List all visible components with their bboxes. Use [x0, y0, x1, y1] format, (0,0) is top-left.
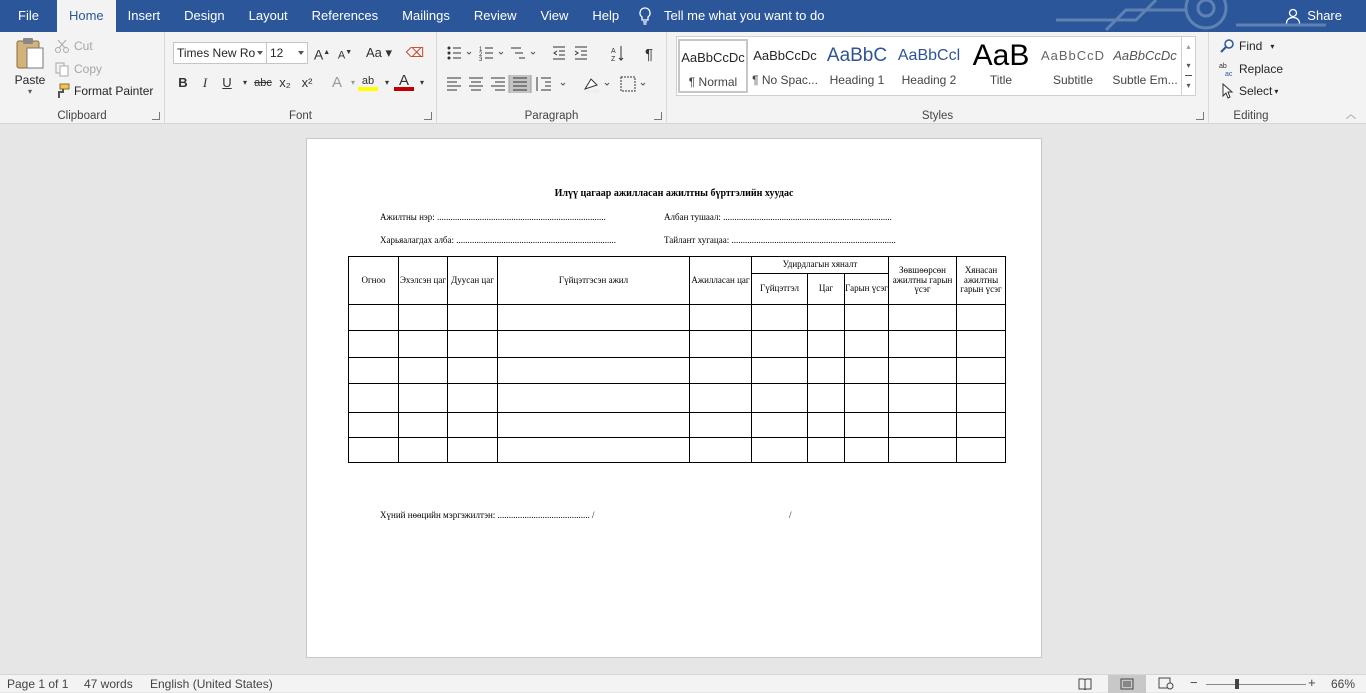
zoom-slider-track[interactable]	[1206, 684, 1306, 685]
status-bar	[0, 674, 1366, 692]
font-launcher-icon[interactable]	[424, 112, 432, 120]
style-heading-2[interactable]	[894, 39, 964, 93]
ribbon	[0, 32, 1366, 124]
cut-label: Cut	[74, 39, 93, 53]
text-effects-icon[interactable]: A	[331, 74, 342, 91]
tab-insert[interactable]: Insert	[127, 8, 161, 23]
pilcrow-icon: ¶	[645, 46, 654, 62]
table-row[interactable]	[349, 438, 1006, 463]
language-indicator[interactable]: English (United States)	[150, 677, 273, 691]
paste-button[interactable]	[10, 36, 50, 102]
background-pattern	[806, 0, 1326, 32]
header-performance: Гүйцэтгэл	[752, 274, 808, 305]
paragraph-group-label: Paragraph	[524, 110, 579, 122]
svg-text:3: 3	[479, 57, 483, 62]
svg-text:ac: ac	[1225, 71, 1233, 77]
change-case-button[interactable]: Aa ▾	[365, 45, 393, 60]
svg-text:A: A	[611, 48, 616, 55]
tab-file[interactable]: File	[18, 8, 39, 23]
department-field: Харьяалагдах алба: .......................................................................	[380, 235, 617, 245]
styles-launcher-icon[interactable]	[1196, 112, 1204, 120]
paragraph-row2-icons	[445, 75, 665, 93]
clear-formatting-icon[interactable]: ⌫	[405, 45, 425, 60]
styles-group-label: Styles	[921, 110, 954, 122]
style-name: Subtitle	[1052, 73, 1094, 87]
chevron-down-icon[interactable]: ▾	[384, 78, 389, 87]
style-name: Heading 2	[901, 73, 957, 87]
align-right-icon	[491, 78, 505, 90]
increase-indent-icon	[575, 47, 587, 59]
grow-font-icon: A	[313, 46, 324, 63]
copy-button[interactable]	[54, 61, 102, 77]
tab-design[interactable]: Design	[184, 8, 225, 23]
header-hours: Цаг	[808, 274, 845, 305]
document-workspace	[0, 125, 1366, 674]
font-size-box[interactable]	[266, 42, 308, 64]
style-preview: AaBbCcDc	[753, 48, 817, 63]
tab-layout[interactable]: Layout	[248, 8, 288, 23]
tab-home[interactable]: Home	[57, 0, 116, 32]
tab-view[interactable]: View	[540, 8, 569, 23]
style-name: Subtle Em...	[1112, 73, 1178, 87]
cursor-icon	[1219, 83, 1235, 99]
zoom-in-button[interactable]: +	[1308, 675, 1316, 690]
page-count[interactable]: Page 1 of 1	[7, 677, 69, 691]
print-layout-icon	[1120, 678, 1134, 690]
read-mode-icon[interactable]	[1078, 677, 1092, 690]
style-preview: AaBbCcDc	[681, 50, 745, 65]
replace-icon	[1219, 61, 1235, 77]
change-case-icon: Aa	[365, 45, 382, 60]
header-date: Огноо	[349, 257, 399, 305]
multilevel-list-icon	[511, 48, 525, 58]
font-name-box[interactable]	[173, 42, 267, 64]
svg-text:1: 1	[479, 47, 483, 53]
collapse-ribbon-icon[interactable]: ︿	[1346, 110, 1356, 121]
font-color-icon[interactable]: A	[394, 71, 414, 91]
subscript-button[interactable]: x₂	[279, 75, 291, 90]
position-field: Албан тушаал: ...........................................................................	[664, 212, 892, 222]
style-preview: AaBbCcD	[1040, 48, 1106, 63]
header-signature: Гарын үсэг	[845, 274, 889, 305]
styles-gallery	[676, 36, 1196, 96]
svg-text:2: 2	[479, 52, 483, 58]
borders-icon	[621, 77, 635, 91]
style-name: ¶ Normal	[688, 75, 738, 89]
editing-group	[1209, 32, 1293, 124]
search-icon	[1219, 38, 1235, 54]
line-spacing-icon	[537, 77, 551, 91]
header-start-time: Эхэлсэн цаг	[399, 257, 448, 305]
font-group	[165, 32, 437, 124]
cut-button[interactable]	[54, 38, 93, 54]
reporting-period-field: Тайлант хугацаа: .........................................................................	[664, 235, 896, 245]
document-page[interactable]	[306, 138, 1042, 658]
table-row[interactable]	[349, 384, 1006, 413]
person-icon	[1285, 8, 1301, 24]
table-row[interactable]	[349, 331, 1006, 358]
style-name: Heading 1	[829, 73, 885, 87]
paragraph-group	[437, 32, 667, 124]
paragraph-launcher-icon[interactable]	[654, 112, 662, 120]
clipboard-group	[0, 32, 165, 124]
style-preview: AaBbCcl	[897, 47, 961, 64]
chevron-down-icon	[257, 51, 263, 55]
select-button[interactable]	[1219, 83, 1278, 99]
document-title: Илүү цагаар ажилласан ажилтны бүртгэлийн хуудас	[554, 188, 794, 199]
font-name-value: Times New Ro	[177, 46, 256, 60]
chevron-down-icon	[298, 51, 304, 55]
more-styles-icon[interactable]: ▾	[1185, 75, 1192, 95]
style-preview: AaBbC	[826, 45, 888, 66]
scroll-up-icon[interactable]: ▴	[1186, 42, 1191, 51]
overtime-table	[348, 256, 1006, 463]
tell-me-label: Tell me what you want to do	[664, 8, 825, 23]
style-no-spacing[interactable]	[750, 39, 820, 93]
style-title[interactable]	[966, 39, 1036, 93]
shading-icon	[585, 79, 597, 89]
tell-me-search[interactable]	[638, 0, 824, 32]
bullets-icon	[448, 47, 462, 60]
chevron-down-icon[interactable]: ▾	[242, 78, 247, 87]
find-label: Find	[1239, 39, 1263, 53]
styles-scrollbar[interactable]	[1181, 37, 1195, 95]
header-approved-signature: Зөвшөөрсөн ажилтны гарын үсэг	[889, 257, 957, 305]
replace-button[interactable]	[1219, 61, 1283, 77]
strikethrough-button[interactable]: abc	[254, 77, 272, 89]
chevron-down-icon: ▾	[1274, 86, 1279, 96]
hr-specialist-line: Хүний нөөцийн мэргэжилтэн: ......................................... /	[380, 510, 595, 520]
highlight-icon[interactable]: ab	[358, 71, 378, 91]
copy-label: Copy	[74, 62, 103, 76]
tab-mailings[interactable]: Mailings	[402, 8, 450, 23]
bold-button[interactable]: B	[178, 75, 188, 90]
style-subtitle[interactable]	[1038, 39, 1108, 93]
chevron-down-icon: ▾	[27, 87, 32, 96]
clipboard-group-label: Clipboard	[57, 110, 107, 122]
hr-slash: /	[789, 510, 792, 520]
clipboard-launcher-icon[interactable]	[152, 112, 160, 120]
align-center-icon	[469, 78, 483, 90]
zoom-out-button[interactable]: −	[1190, 675, 1198, 690]
zoom-slider-thumb[interactable]	[1235, 679, 1239, 689]
chevron-down-icon[interactable]: ▾	[350, 78, 355, 87]
header-worked-time: Ажилласан цаг	[690, 257, 752, 305]
styles-group	[667, 32, 1209, 124]
format-painter-label: Format Painter	[74, 84, 154, 98]
word-count[interactable]: 47 words	[84, 677, 133, 691]
style-preview: AaB	[972, 39, 1030, 72]
align-left-icon	[447, 78, 461, 90]
table-row[interactable]	[349, 358, 1006, 384]
paragraph-row1-icons	[445, 44, 665, 62]
chevron-down-icon: ▾	[1270, 41, 1275, 51]
header-management-control: Удирдлагын хяналт	[752, 257, 889, 274]
sort-icon	[611, 46, 623, 62]
style-name: ¶ No Spac...	[752, 73, 818, 87]
print-layout-button[interactable]	[1108, 675, 1146, 693]
superscript-button[interactable]: x²	[301, 75, 313, 90]
shrink-font-button[interactable]: A▼	[337, 49, 353, 62]
clipboard-icon	[14, 36, 46, 70]
web-layout-icon[interactable]	[1158, 677, 1174, 690]
employee-name-field: Ажилтны нэр: ...........................................................................	[380, 212, 606, 222]
italic-button[interactable]: I	[202, 75, 208, 90]
style-preview: AaBbCcDc	[1113, 48, 1177, 63]
shrink-font-icon: A	[337, 49, 346, 62]
tab-review[interactable]: Review	[473, 8, 517, 23]
replace-label: Replace	[1239, 62, 1284, 76]
editing-group-label: Editing	[1233, 110, 1269, 122]
zoom-level[interactable]: 66%	[1331, 677, 1356, 691]
scissors-icon	[54, 38, 70, 54]
style-normal[interactable]	[678, 39, 748, 93]
underline-button[interactable]: U	[222, 75, 232, 90]
format-painter-button[interactable]	[54, 83, 153, 99]
header-end-time: Дуусан цаг	[448, 257, 498, 305]
share-label: Share	[1307, 8, 1342, 23]
paste-label: Paste	[14, 73, 46, 87]
chevron-down-icon[interactable]: ▾	[419, 78, 424, 87]
svg-text:Z: Z	[611, 56, 616, 62]
tab-help[interactable]: Help	[592, 8, 620, 23]
select-label: Select	[1239, 84, 1273, 98]
svg-text:ab: ab	[1219, 63, 1227, 70]
lightbulb-icon	[638, 7, 652, 25]
title-bar	[0, 0, 1366, 32]
table-row[interactable]	[349, 413, 1006, 438]
style-heading-1[interactable]	[822, 39, 892, 93]
font-size-value: 12	[270, 46, 284, 60]
font-group-label: Font	[288, 110, 312, 122]
header-work-done: Гүйцэтгэсэн ажил	[498, 257, 690, 305]
numbering-icon	[479, 47, 493, 62]
paintbrush-icon	[54, 83, 70, 99]
style-name: Title	[989, 73, 1013, 87]
find-button[interactable]	[1219, 38, 1274, 54]
style-subtle-emphasis[interactable]	[1110, 39, 1180, 93]
header-checked-signature: Хянасан ажилтны гарын үсэг	[957, 257, 1006, 305]
decrease-indent-icon	[553, 47, 565, 59]
copy-icon	[54, 61, 70, 77]
grow-font-button[interactable]: A▲	[313, 46, 331, 63]
share-button[interactable]	[1285, 0, 1342, 32]
scroll-down-icon[interactable]: ▾	[1186, 61, 1191, 70]
tab-references[interactable]: References	[311, 8, 379, 23]
table-row[interactable]	[349, 305, 1006, 331]
